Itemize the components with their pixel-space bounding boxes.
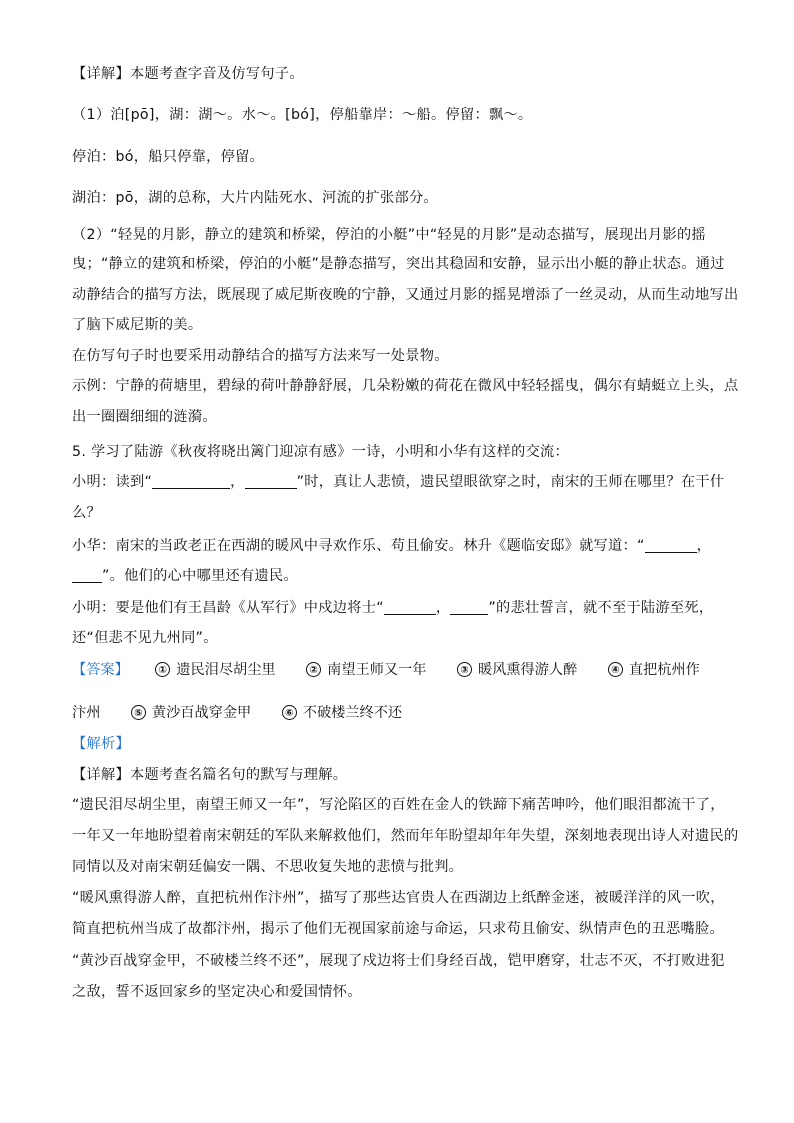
explanation-line: 动静结合的描写方法，既展现了威尼斯夜晚的宁静，又通过月影的摇晃增添了一丝灵动，从而生动地写出 [72,287,739,303]
circled-number: ④ [608,662,623,677]
fill-blank [450,599,488,615]
dialogue-xiaoming-1 [72,471,725,493]
dialogue-text: ， [230,474,245,490]
dialogue-text: ， [435,600,451,616]
explanation-line: 停泊：bó，船只停靠，停留。 [72,149,265,165]
answer-item [306,659,426,681]
answer-item [608,659,700,681]
answer-text: 黄沙百战穿金甲 [151,705,252,721]
explanation-line: 在仿写句子时也要采用动静结合的描写方法来写一处景物。 [72,348,449,364]
circled-number: ⑤ [131,705,146,720]
dialogue-text: 小华：南宋的当政老正在西湖的暖风中寻欢作乐、苟且偷安。林升《题临安邸》就写道：“ [72,538,645,554]
circled-number: ⑥ [282,705,297,720]
dialogue-text: 小明：要是他们有王昌龄《从军行》中戍边将士“ [72,600,384,616]
answer-text: 遗民泪尽胡尘里 [176,662,276,678]
circled-number: ② [306,662,321,677]
answer-text: 暖风熏得游人醉 [477,662,578,678]
analysis-heading: 【详解】本题考查名篇名句的默写与理解。 [72,767,348,783]
dialogue-xiaohua [72,535,722,557]
explanation-line: 了脑下威尼斯的美。 [72,317,203,333]
circled-number: ① [155,662,170,677]
analysis-line: 同情以及对南宋朝廷偏安一隅、不思收复失地的悲愤与批判。 [72,859,464,875]
answer-text: 南望王师又一年 [327,662,427,678]
answer-item [131,702,251,724]
dialogue-xiaohua-cont [72,565,722,587]
answer-item [155,659,275,681]
dialogue-xiaoming-2 [72,597,722,619]
dialogue-text: 小明：读到“ [72,474,153,490]
answer-line [72,659,732,681]
analysis-line: “暖风熏得游人醉，直把杭州作汴州”，描写了那些达官贵人在西湖边上纸醉金迷，被暖洋洋的风一吹， [72,890,725,906]
answer-item [457,659,577,681]
dialogue-text: ”时，真让人悲愤，遗民望眼欲穿之时，南宋的王师在哪里？在干什 [296,474,725,490]
fill-blank [245,473,297,489]
analysis-line: 一年又一年地盼望着南宋朝廷的军队来解救他们，然而年年盼望却年年失望，深刻地表现出诗人对遗民的 [72,828,739,844]
explanation-line: 曳；“静立的建筑和桥梁，停泊的小艇”是静态描写，突出其稳固和安静，显示出小艇的静止状态。通过 [72,256,725,272]
answer-tag: 【答案】 [72,662,129,678]
explanation-line: 出一圈圈细细的涟漪。 [72,409,217,425]
analysis-line: “遗民泪尽胡尘里，南望王师又一年”，写沦陷区的百姓在金人的铁蹄下痛苦呻吟，他们眼泪都流干了， [72,797,725,813]
explanation-line: 湖泊：pō，湖的总称，大片内陆死水、河流的扩张部分。 [72,190,438,206]
question-stem: 5. 学习了陆游《秋夜将晓出篱门迎凉有感》一诗，小明和小华有这样的交流： [72,444,570,460]
answer-item [282,702,402,724]
explanation-line: （1）泊[pō]，湖：湖～。水～。[bó]，停船靠岸：～船。停留：飘～。 [72,107,533,123]
dialogue-line: 还“但悲不见九州同”。 [72,630,218,646]
circled-number: ③ [457,662,472,677]
analysis-line: 之敌，誓不返回家乡的坚定决心和爱国情怀。 [72,984,362,1000]
answer-text: 汴州 [72,705,101,721]
dialogue-text: ， [696,538,712,554]
answer-line-cont [72,702,732,724]
answer-text: 不破楼兰终不还 [302,705,403,721]
fill-blank [645,537,697,553]
dialogue-line: 么？ [72,505,101,521]
analysis-tag: 【解析】 [72,736,130,752]
explanation-line: 示例：宁静的荷塘里，碧绿的荷叶静静舒展，几朵粉嫩的荷花在微风中轻轻摇曳，偶尔有蜻蜓立上头，点 [72,378,739,394]
explanation-heading: 【详解】本题考查字音及仿写句子。 [72,66,304,82]
dialogue-text: ”。他们的心中哪里还有遗民。 [102,568,298,584]
analysis-line: 简直把杭州当成了故都汴州，揭示了他们无视国家前途与命运，只求苟且偷安、纵情声色的丑恶嘴脸。 [72,921,724,937]
dialogue-text: ”的悲壮誓言，就不至于陆游至死， [488,600,714,616]
analysis-line: “黄沙百战穿金甲，不破楼兰终不还”，展现了戍边将士们身经百战，铠甲磨穿，壮志不灭，不打败进犯 [72,953,725,969]
fill-blank [72,567,102,583]
fill-blank [152,473,230,489]
answer-text: 直把杭州作 [628,662,700,678]
explanation-line: （2）“轻晃的月影，静立的建筑和桥梁，停泊的小艇”中“轻晃的月影”是动态描写，展现出月影的摇 [72,227,706,243]
fill-blank [384,599,436,615]
